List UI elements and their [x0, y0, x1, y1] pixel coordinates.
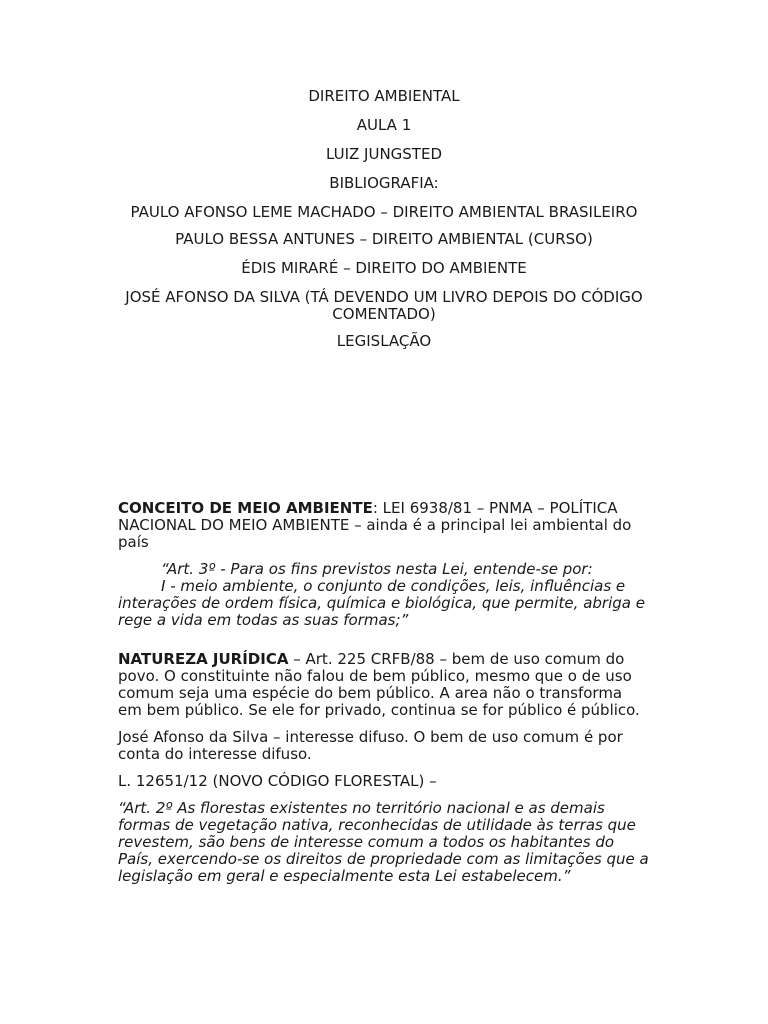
concept-text: : LEI 6938/81 – PNMA – POLÍTICA NACIONAL DO MEIO AMBIENTE – ainda é a principal lei ambiental do país [118, 499, 632, 551]
concept-paragraph [118, 500, 650, 551]
bibliography-item: ÉDIS MIRARÉ – DIREITO DO AMBIENTE [241, 259, 527, 277]
forest-code-paragraph: L. 12651/12 (NOVO CÓDIGO FLORESTAL) – [118, 772, 437, 790]
nature-paragraph [118, 651, 650, 719]
document-title: DIREITO AMBIENTAL [308, 87, 460, 105]
title-block [118, 88, 650, 362]
art3-quote [118, 561, 650, 629]
bibliography-item: PAULO AFONSO LEME MACHADO – DIREITO AMBIENTAL BRASILEIRO [130, 203, 638, 221]
bibliography-heading: BIBLIOGRAFIA: [329, 174, 439, 192]
body-block [118, 500, 650, 895]
legislation-heading: LEGISLAÇÃO [336, 332, 432, 350]
lesson-number: AULA 1 [356, 116, 412, 134]
concept-label: CONCEITO DE MEIO AMBIENTE [118, 499, 373, 517]
jose-afonso-paragraph: José Afonso da Silva – interesse difuso. O bem de uso comum é por conta do interesse difuso. [118, 728, 623, 763]
art3-line2: I - meio ambiente, o conjunto de condições, leis, influências e [161, 577, 626, 595]
nature-label: NATUREZA JURÍDICA [118, 650, 289, 668]
art3-line1: “Art. 3º - Para os fins previstos nesta Lei, entende-se por: [161, 560, 593, 578]
bibliography-item: PAULO BESSA ANTUNES – DIREITO AMBIENTAL (CURSO) [175, 230, 593, 248]
art2-quote: “Art. 2º As florestas existentes no território nacional e as demais formas de vegetação nativa, reconhecidas de utilidade às terras que revestem, são bens de interesse comum a todos os habitantes do País, exercendo-se os direitos de propriedade com as limitações que a legislação em geral e especialmente esta Lei estabelecem.” [118, 799, 649, 885]
nature-text: – Art. 225 CRFB/88 – bem de uso comum do povo. O constituinte não falou de bem público, mesmo que o de uso comum seja uma espécie do bem público. A area não o transforma em bem público. Se ele for privado, continua se for público é público. [118, 650, 640, 719]
bibliography-item: JOSÉ AFONSO DA SILVA (TÁ DEVENDO UM LIVRO DEPOIS DO CÓDIGO COMENTADO) [125, 288, 643, 323]
author-name: LUIZ JUNGSTED [325, 145, 442, 163]
art3-rest: interações de ordem física, química e biológica, que permite, abriga e rege a vida em todas as suas formas;” [118, 594, 645, 629]
